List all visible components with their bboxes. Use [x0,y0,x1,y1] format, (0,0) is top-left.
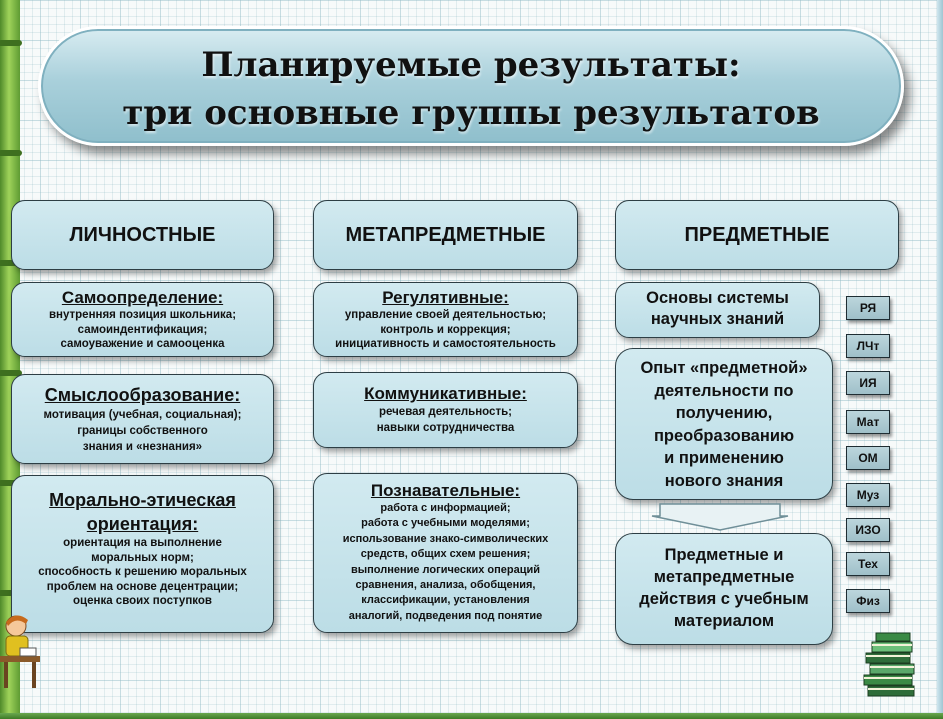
block-line: мотивация (учебная, социальная); [43,409,242,421]
student-illustration [0,610,40,690]
block-line: работа с учебными моделями; [361,517,530,530]
block-line: Опыт «предметной» [640,359,808,377]
block-line: оценка своих поступков [73,595,212,607]
block-line: и применению [664,449,784,467]
block-heading: Регулятивные: [382,288,509,307]
title-line-1: Планируемые результаты: [201,45,741,85]
subject-tag-fiz: Физ [846,589,890,613]
subject-tag-om: ОМ [846,446,890,470]
block-heading: Познавательные: [370,481,521,500]
down-arrow-icon [650,502,790,532]
header-subject-label: ПРЕДМЕТНЫЕ [684,223,830,246]
subject-tag-izo: ИЗО [846,518,890,542]
block-line: средств, общих схем решения; [360,548,531,561]
books-stack-icon [862,632,918,698]
block-line: работа с информацией; [380,502,511,514]
block-line: Основы системы [646,289,789,307]
block-line: преобразованию [653,426,795,445]
block-self-determination [11,282,274,357]
block-line: самоиндентификация; [77,323,208,336]
block-line: классификации, установления [361,594,530,607]
block-line: моральных норм; [91,551,194,564]
title-line-2: три основные группы результатов [122,93,820,133]
block-cognitive [313,473,578,633]
block-line: деятельности по [654,381,794,400]
block-heading: Самоопределение: [61,288,224,307]
subject-tag-teh: Тех [846,552,890,576]
block-heading: Смыслообразование: [44,385,241,405]
block-line: контроль и коррекция; [380,323,511,336]
block-line: научных знаний [650,310,785,328]
right-border [937,0,943,719]
block-heading: ориентация: [86,514,199,534]
block-meaning-formation [11,374,274,464]
subject-tag-ry: РЯ [846,296,890,320]
block-line: речевая деятельность; [379,406,512,418]
subject-tag-mat: Мат [846,410,890,434]
block-line: внутренняя позиция школьника; [48,309,237,321]
block-line: проблем на основе децентрации; [46,580,239,593]
block-science-basics [615,282,820,338]
block-line: инициативность и самостоятельность [335,338,556,350]
block-line: метапредметные [653,568,795,586]
block-subject-experience [615,348,833,500]
block-line: Предметные и [664,546,784,564]
block-line: использование знако-символических [342,532,549,545]
block-line: границы собственного [77,425,208,437]
block-line: ориентация на выполнение [63,537,222,549]
block-subject-actions [615,533,833,645]
block-line: знания и «незнания» [82,441,203,453]
block-line: выполнение логических операций [350,563,540,576]
block-line: нового знания [664,471,784,490]
title-banner [38,26,904,146]
block-line: материалом [673,612,775,630]
subject-tag-muz: Муз [846,483,890,507]
header-personal-label: ЛИЧНОСТНЫЕ [69,223,216,246]
header-meta-label: МЕТАПРЕДМЕТНЫЕ [345,223,546,246]
block-line: способность к решению моральных [38,566,247,578]
block-line: самоуважение и самооценка [60,338,225,350]
header-meta [313,200,578,270]
block-line: получению, [675,404,773,422]
subject-tag-lcht: ЛЧт [846,334,890,358]
block-moral-ethical [11,475,274,633]
block-regulatory [313,282,578,357]
block-line: действия с учебным [639,590,809,608]
block-line: сравнения, анализа, обобщения, [355,579,536,592]
subject-tag-iya: ИЯ [846,371,890,395]
bottom-border [0,713,943,719]
block-line: аналогий, подведения под понятие [348,609,543,622]
block-communicative [313,372,578,448]
block-heading: Коммуникативные: [364,384,527,403]
header-personal [11,200,274,270]
header-subject [615,200,899,270]
block-line: навыки сотрудничества [376,422,515,434]
block-heading: Морально-этическая [49,490,236,510]
block-line: управление своей деятельностью; [344,309,547,321]
